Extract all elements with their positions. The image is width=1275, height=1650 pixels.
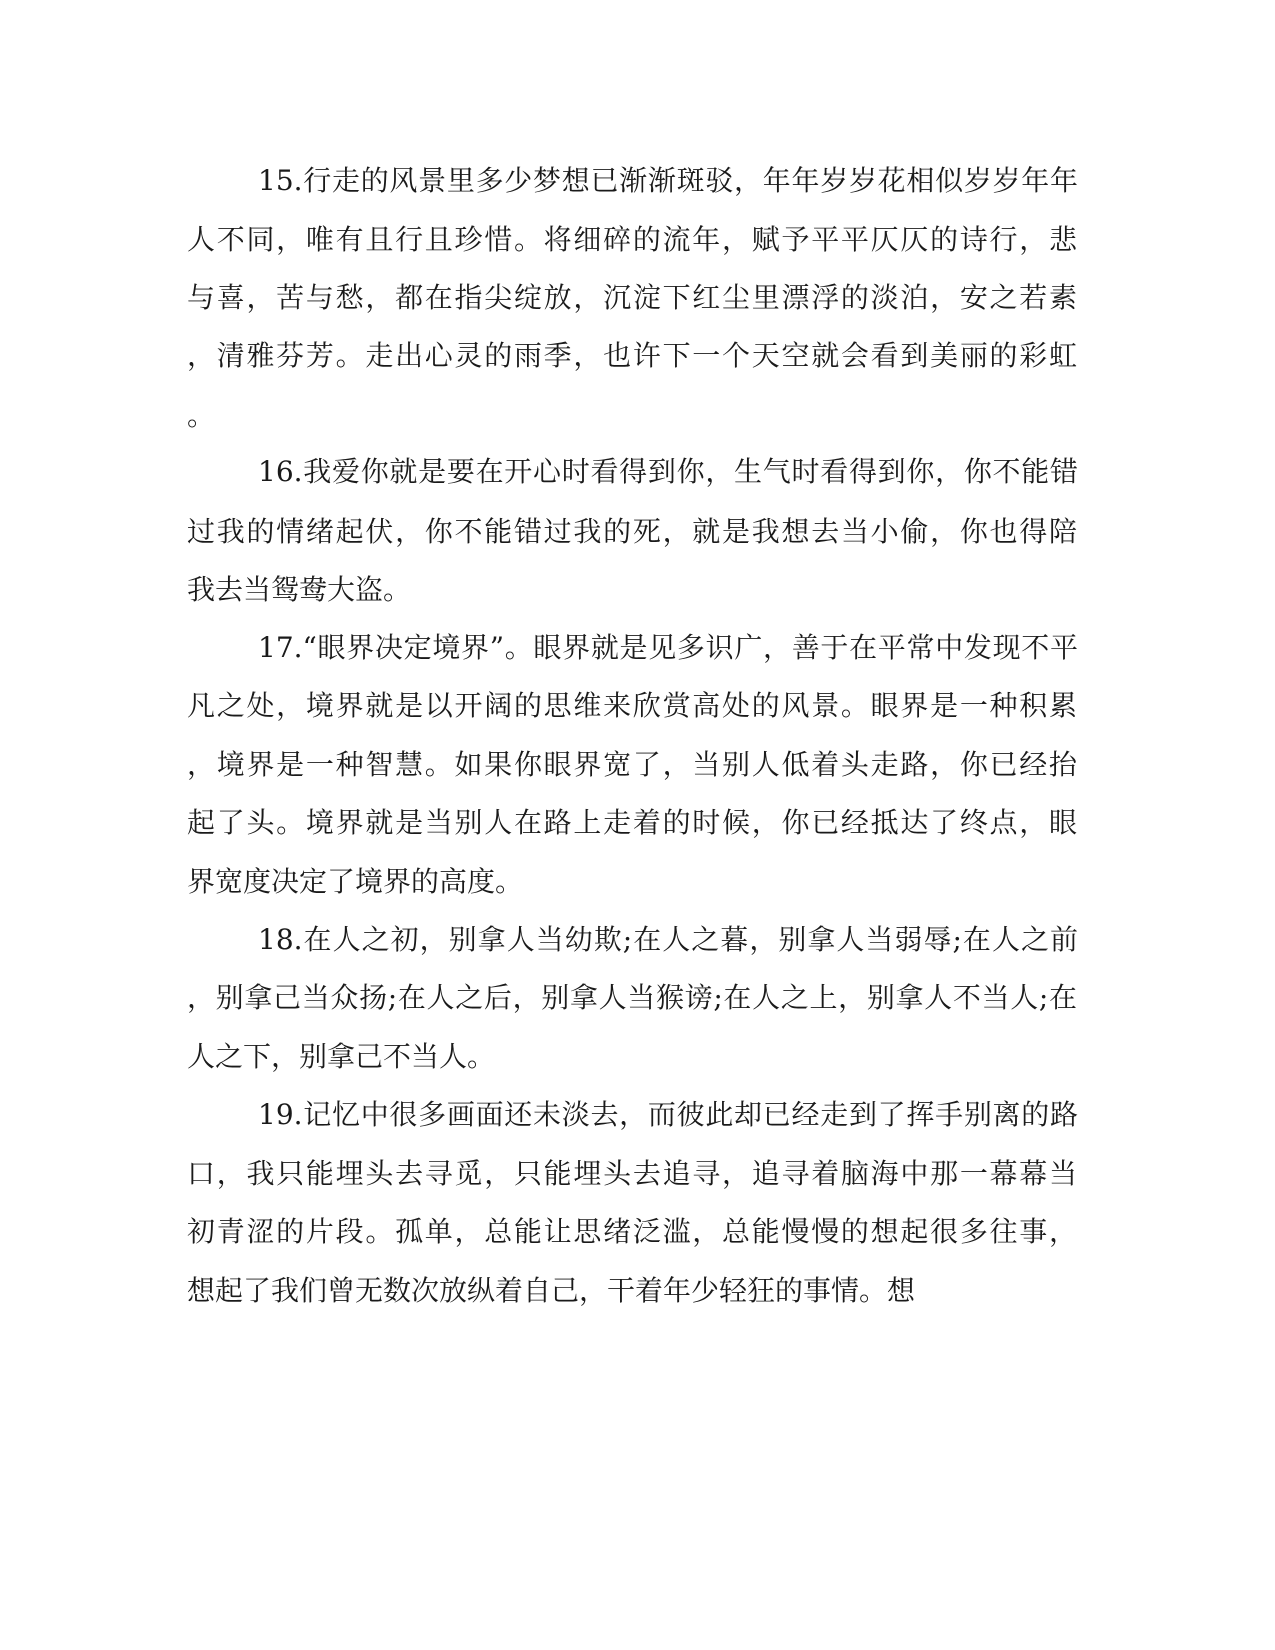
paragraph-17-line-3: ，境界是一种智慧。如果你眼界宽了，当别人低着头走路，你已经抬	[187, 748, 1077, 781]
paragraph-19-line-2: 口，我只能埋头去寻觅，只能埋头去追寻，追寻着脑海中那一幕幕当	[187, 1157, 1077, 1190]
paragraph-15-line-4: ，清雅芬芳。走出心灵的雨季，也许下一个天空就会看到美丽的彩虹	[187, 339, 1077, 372]
paragraph-15-line-3: 与喜，苦与愁，都在指尖绽放，沉淀下红尘里漂浮的淡泊，安之若素	[187, 281, 1077, 314]
paragraph-18-line-2: ，别拿己当众扬;在人之后，别拿人当猴谤;在人之上，别拿人不当人;在	[187, 981, 1077, 1014]
paragraph-17-line-2: 凡之处，境界就是以开阔的思维来欣赏高处的风景。眼界是一种积累	[187, 689, 1077, 722]
paragraph-15-line-2: 人不同，唯有且行且珍惜。将细碎的流年，赋予平平仄仄的诗行，悲	[187, 223, 1077, 256]
paragraph-19-line-3: 初青涩的片段。孤单，总能让思绪泛滥，总能慢慢的想起很多往事，	[187, 1215, 1077, 1248]
paragraph-15-line-1: 15.行走的风景里多少梦想已渐渐斑驳，年年岁岁花相似岁岁年年	[258, 164, 1078, 197]
paragraph-17-line-1: 17.“眼界决定境界”。眼界就是见多识广，善于在平常中发现不平	[258, 631, 1078, 664]
paragraph-17-line-5: 界宽度决定了境界的高度。	[187, 865, 524, 898]
paragraph-16-line-3: 我去当鸳鸯大盗。	[187, 573, 412, 606]
paragraph-19-line-4: 想起了我们曾无数次放纵着自己，干着年少轻狂的事情。想	[187, 1274, 916, 1307]
paragraph-15-line-5: 。	[187, 399, 216, 432]
paragraph-16-line-2: 过我的情绪起伏，你不能错过我的死，就是我想去当小偷，你也得陪	[187, 515, 1077, 548]
paragraph-18-line-1: 18.在人之初，别拿人当幼欺;在人之暮，别拿人当弱辱;在人之前	[258, 923, 1078, 956]
paragraph-17-line-4: 起了头。境界就是当别人在路上走着的时候，你已经抵达了终点，眼	[187, 806, 1077, 839]
paragraph-18-line-3: 人之下，别拿己不当人。	[187, 1040, 496, 1073]
paragraph-16-line-1: 16.我爱你就是要在开心时看得到你，生气时看得到你，你不能错	[258, 455, 1078, 488]
paragraph-19-line-1: 19.记忆中很多画面还未淡去，而彼此却已经走到了挥手别离的路	[258, 1098, 1078, 1131]
